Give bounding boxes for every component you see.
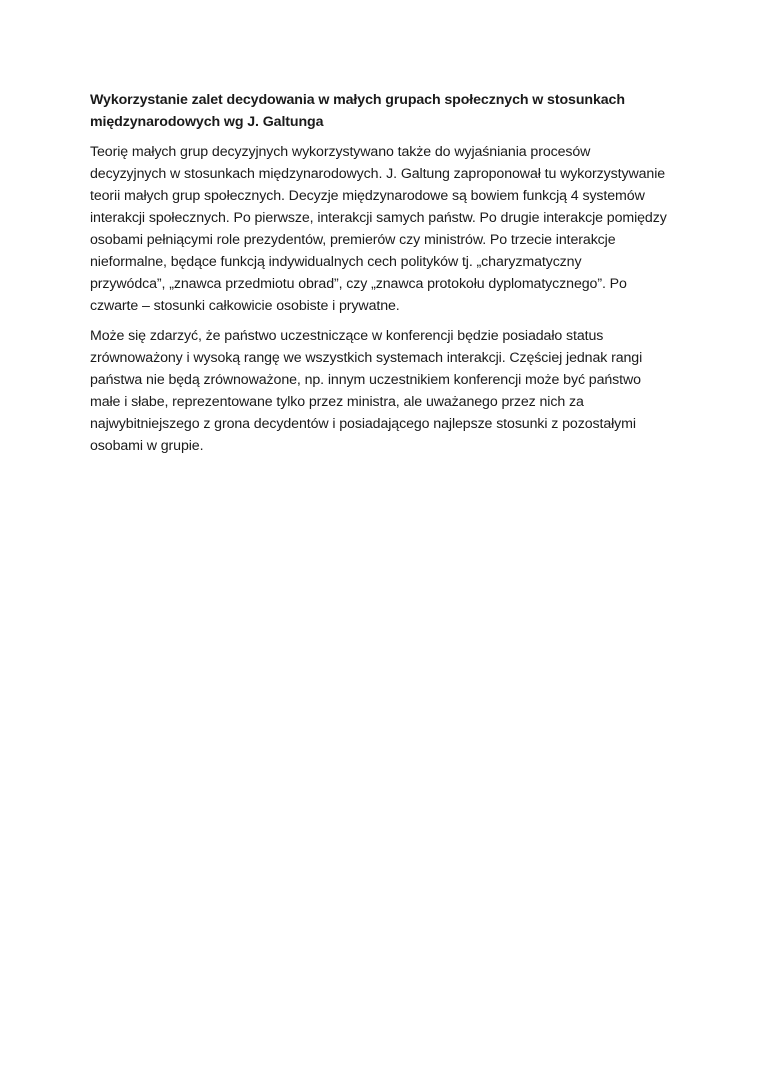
paragraph-line: czwarte – stosunki całkowicie osobiste i prywatne. xyxy=(90,298,400,314)
paragraph-line: zrównoważony i wysoką rangę we wszystkich systemach interakcji. Częściej jednak rangi xyxy=(90,350,643,366)
title-line: międzynarodowych wg J. Galtunga xyxy=(90,114,324,130)
paragraph-line: teorii małych grup społecznych. Decyzje międzynarodowe są bowiem funkcją 4 systemów xyxy=(90,188,645,204)
paragraph-line: Może się zdarzyć, że państwo uczestniczące w konferencji będzie posiadało status xyxy=(90,328,604,344)
document-title xyxy=(90,89,680,133)
paragraph-line: decyzyjnych w stosunkach międzynarodowych. J. Galtung zaproponował tu wykorzystywanie xyxy=(90,166,666,182)
paragraph-line: osobami pełniącymi role prezydentów, premierów czy ministrów. Po trzecie interakcje xyxy=(90,232,616,248)
paragraph-line: najwybitniejszego z grona decydentów i posiadającego najlepsze stosunki z pozostałymi xyxy=(90,416,636,432)
paragraph-line: nieformalne, będące funkcją indywidualnych cech polityków tj. „charyzmatyczny xyxy=(90,254,582,270)
paragraph-line: państwa nie będą zrównoważone, np. innym uczestnikiem konferencji może być państwo xyxy=(90,372,641,388)
paragraph-line: małe i słabe, reprezentowane tylko przez ministra, ale uważanego przez nich za xyxy=(90,394,584,410)
paragraph-2 xyxy=(90,325,680,457)
paragraph-line: przywódca”, „znawca przedmiotu obrad”, czy „znawca protokołu dyplomatycznego”. Po xyxy=(90,276,627,292)
paragraph-1 xyxy=(90,141,680,317)
title-line: Wykorzystanie zalet decydowania w małych grupach społecznych w stosunkach xyxy=(90,92,625,108)
paragraph-line: interakcji społecznych. Po pierwsze, interakcji samych państw. Po drugie interakcje pomiędzy xyxy=(90,210,667,226)
document-body xyxy=(90,89,680,465)
paragraph-line: osobami w grupie. xyxy=(90,438,204,454)
paragraph-line: Teorię małych grup decyzyjnych wykorzystywano także do wyjaśniania procesów xyxy=(90,144,591,160)
